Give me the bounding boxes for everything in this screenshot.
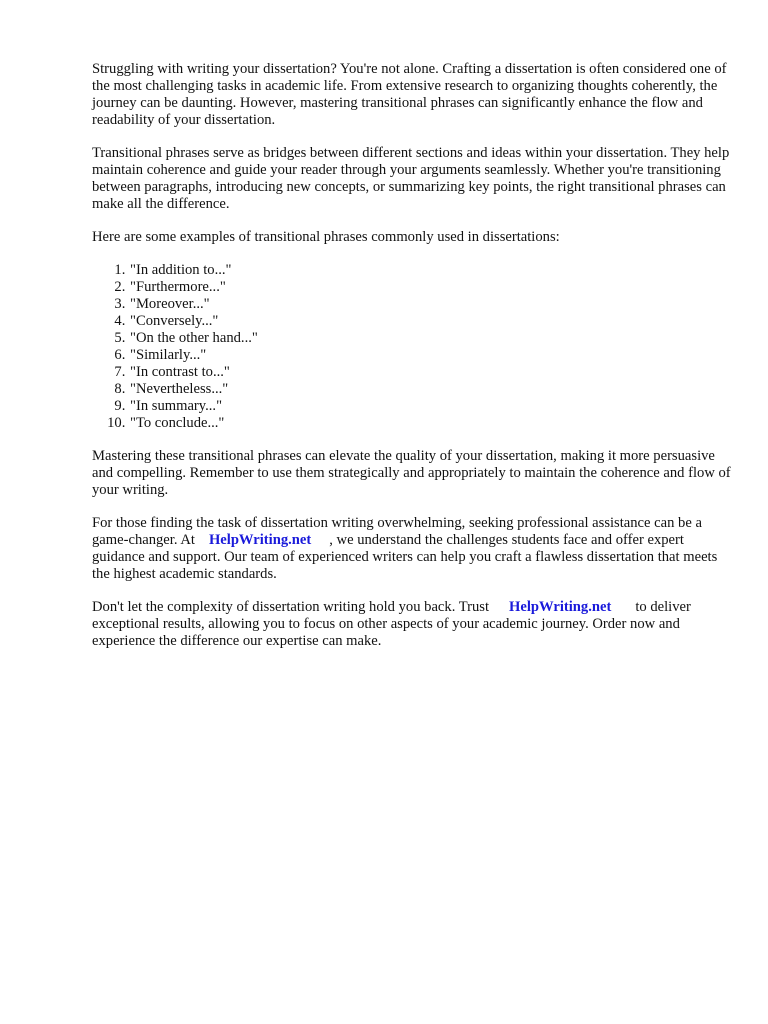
closing-paragraph xyxy=(92,599,732,650)
list-item: 5. "On the other hand..." xyxy=(129,330,732,347)
helpwriting-link[interactable]: HelpWriting.net xyxy=(509,599,612,615)
intro-paragraph: Struggling with writing your dissertation? You're not alone. Crafting a dissertation is often considered one of the most challenging tasks in academic life. From extensive research to organizing thoughts coherently, the journey can be daunting. However, mastering transitional phrases can significantly enhance the flow and readability of your dissertation. xyxy=(92,61,727,128)
transitional-phrases-list xyxy=(92,262,732,432)
assistance-paragraph xyxy=(92,515,732,583)
purpose-paragraph: Transitional phrases serve as bridges between different sections and ideas within your dissertation. They help maintain coherence and guide your reader through your arguments seamlessly. Whether you're transitioning between paragraphs, introducing new concepts, or summarizing key points, the right transitional phrases can make all the difference. xyxy=(92,145,730,212)
list-item: 4. "Conversely..." xyxy=(129,313,732,330)
list-item: 6. "Similarly..." xyxy=(129,347,732,364)
assistance-text-before: For those finding the task of dissertation writing overwhelming, seeking professional assistance can be a game-changer. At xyxy=(92,515,702,548)
mastering-paragraph: Mastering these transitional phrases can elevate the quality of your dissertation, making it more persuasive and compelling. Remember to use them strategically and appropriately to maintain the coherence and flow of your writing. xyxy=(92,448,731,498)
helpwriting-link[interactable]: HelpWriting.net xyxy=(208,532,312,548)
examples-intro-paragraph: Here are some examples of transitional phrases commonly used in dissertations: xyxy=(92,229,560,245)
closing-text-after: to deliver exceptional results, allowing you to focus on other aspects of your academic journey. Order now and experience the difference our expertise can make. xyxy=(92,599,691,649)
list-item: 3. "Moreover..." xyxy=(129,296,732,313)
closing-text-before: Don't let the complexity of dissertation writing hold you back. Trust xyxy=(92,599,490,615)
list-item: 1. "In addition to..." xyxy=(129,262,732,279)
list-item: 8. "Nevertheless..." xyxy=(129,381,732,398)
list-item: 7. "In contrast to..." xyxy=(129,364,732,381)
document-page xyxy=(92,61,732,666)
assistance-text-after: , we understand the challenges students face and offer expert guidance and support. Our team of experienced writers can help you craft a flawless dissertation that meets the highest academic standards. xyxy=(92,532,718,582)
list-item: 10. "To conclude..." xyxy=(129,415,732,432)
list-item: 9. "In summary..." xyxy=(129,398,732,415)
list-item: 2. "Furthermore..." xyxy=(129,279,732,296)
